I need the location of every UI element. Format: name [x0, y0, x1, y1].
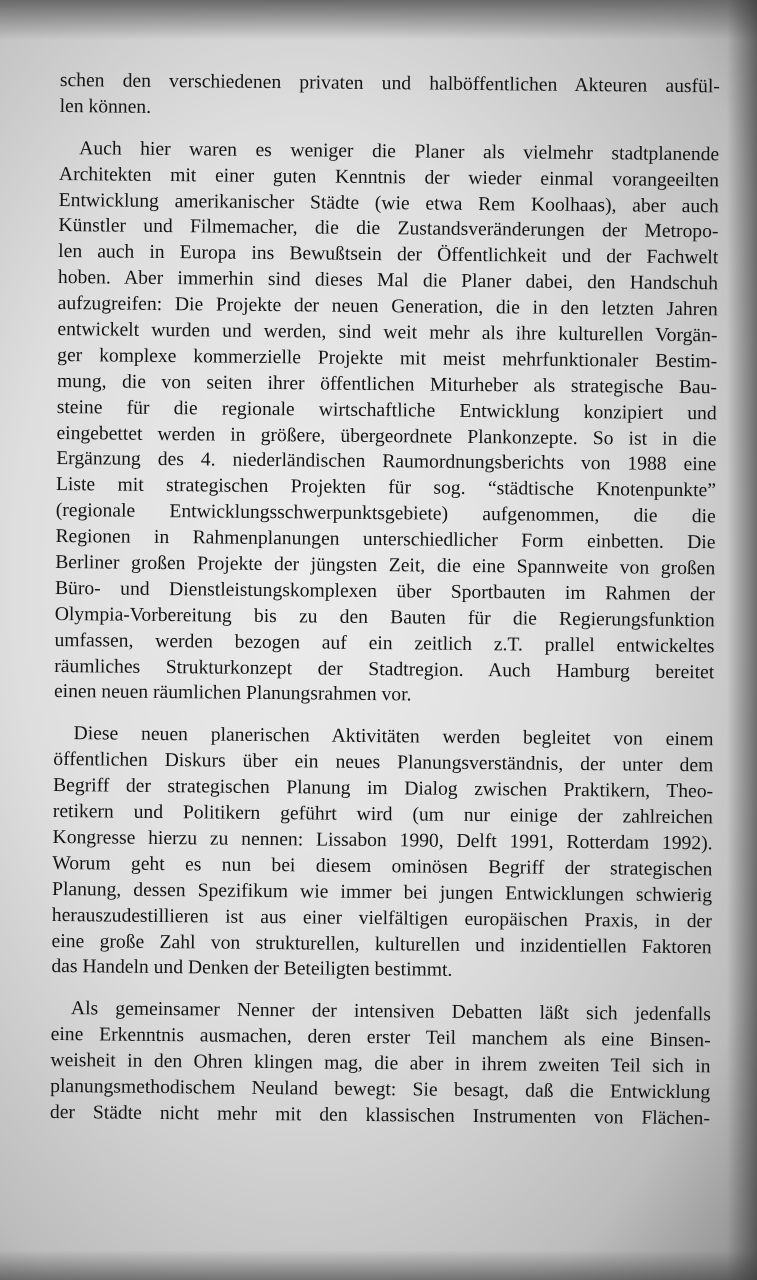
text-line: weisheit in den Ohren klingen mag, die aber in ihrem zweiten Teil sich in — [50, 1050, 711, 1078]
text-line: Auch hier waren es weniger die Planer als vielmehr stadtplanende — [79, 137, 720, 166]
text-line: der Städte nicht mehr mit den klassischen Instrumenten von Flächen- — [49, 1101, 711, 1130]
text-line: Planung, dessen Spezifikum wie immer bei jungen Entwicklungen schwierig — [52, 878, 713, 907]
text-line: steine für die regionale wirtschaftliche Entwicklung konzipiert und — [56, 396, 717, 425]
text-line: ger komplexe kommerzielle Projekte mit meist mehrfunktionaler Bestim- — [57, 344, 718, 373]
text-line: eingebettet werden in größere, übergeordnete Plankonzepte. So ist in die — [56, 422, 717, 450]
page-shadow-top — [0, 0, 757, 40]
text-line: einen neuen räumlichen Planungsrahmen vor. — [53, 681, 412, 706]
book-page-text — [50, 68, 720, 1132]
text-line: herauszudestillieren ist aus einer vielfältigen europäischen Praxis, in der — [51, 904, 712, 932]
text-line: entwickelt wurden und werden, sind weit mehr als ihre kulturellen Vorgän- — [57, 319, 718, 347]
text-line: len können. — [59, 95, 152, 118]
text-line: Künstler und Filmemacher, die die Zustandsveränderungen der Metropo- — [58, 215, 719, 243]
text-line: Entwicklung amerikanischer Städte (wie etwa Rem Koolhaas), aber auch — [58, 189, 719, 217]
text-line: Ergänzung des 4. niederländischen Raumordnungsberichts von 1988 eine — [56, 448, 717, 476]
text-line: hoben. Aber immerhin sind dieses Mal die Planer dabei, den Handschuh — [57, 267, 719, 295]
paragraph — [60, 68, 720, 126]
text-line: retikern und Politikern geführt wird (um nur einige der zahlreichen — [52, 801, 713, 829]
text-line: Büro- und Dienstleistungskomplexen über Sportbauten im Rahmen der — [54, 577, 716, 606]
page-shadow-right — [727, 0, 757, 1280]
paragraph — [51, 721, 713, 986]
text-line: eine große Zahl von strukturellen, kulturellen und inzidentiellen Faktoren — [51, 930, 712, 958]
text-line: räumliches Strukturkonzept der Stadtregion. Auch Hamburg bereitet — [54, 655, 715, 683]
text-line: planungsmethodischem Neuland bewegt: Sie besagt, daß die Entwicklung — [50, 1075, 711, 1104]
page-shadow-bottom — [0, 1250, 757, 1280]
text-line: umfassen, werden bezogen auf ein zeitlich z.T. prallel entwickeltes — [54, 629, 715, 658]
text-line: Architekten mit einer guten Kenntnis der wieder einmal vorangeeilten — [58, 163, 720, 192]
text-line: Regionen in Rahmenplanungen unterschiedlicher Form einbetten. Die — [55, 526, 716, 554]
text-line: Worum geht es nun bei diesem ominösen Begriff der strategischen — [52, 852, 713, 881]
text-line: Berliner großen Projekte der jüngsten Zeit, die eine Spannweite von großen — [55, 552, 716, 580]
text-line: Begriff der strategischen Planung im Dialog zwischen Praktikern, Theo- — [53, 775, 714, 803]
text-line: Olympia-Vorbereitung bis zu den Bauten für die Regierungsfunktion — [54, 603, 715, 632]
text-line: (regionale Entwicklungsschwerpunktsgebiete) aufgenommen, die die — [55, 500, 716, 528]
text-line: Kongresse hierzu zu nennen: Lissabon 1990, Delft 1991, Rotterdam 1992). — [52, 826, 713, 855]
text-line: Als gemeinsamer Nenner der intensiven Debatten läßt sich jedenfalls — [70, 998, 712, 1026]
text-line: mung, die von seiten ihrer öffentlichen Miturheber als strategische Bau- — [56, 370, 718, 399]
text-line: len auch in Europa ins Bewußtsein der Öffentlichkeit und der Fachwelt — [58, 241, 719, 269]
paragraph — [54, 136, 719, 712]
text-line: eine Erkenntnis ausmachen, deren erster Teil manchem als eine Binsen- — [50, 1024, 711, 1052]
text-line: aufzugreifen: Die Projekte der neuen Generation, die in den letzten Jahren — [57, 293, 718, 321]
paragraph — [50, 996, 711, 1132]
text-line: öffentlichen Diskurs über ein neues Planungsverständnis, der unter dem — [53, 749, 714, 777]
text-line: das Handeln und Denken der Beteiligten bestimmt. — [51, 956, 453, 982]
text-line: Diese neuen planerischen Aktivitäten werden begleitet von einem — [73, 723, 714, 751]
text-line: Liste mit strategischen Projekten für sog. “städtische Knotenpunkte” — [55, 474, 717, 502]
text-line: schen den verschiedenen privaten und halböffentlichen Akteuren ausfül- — [59, 69, 720, 98]
